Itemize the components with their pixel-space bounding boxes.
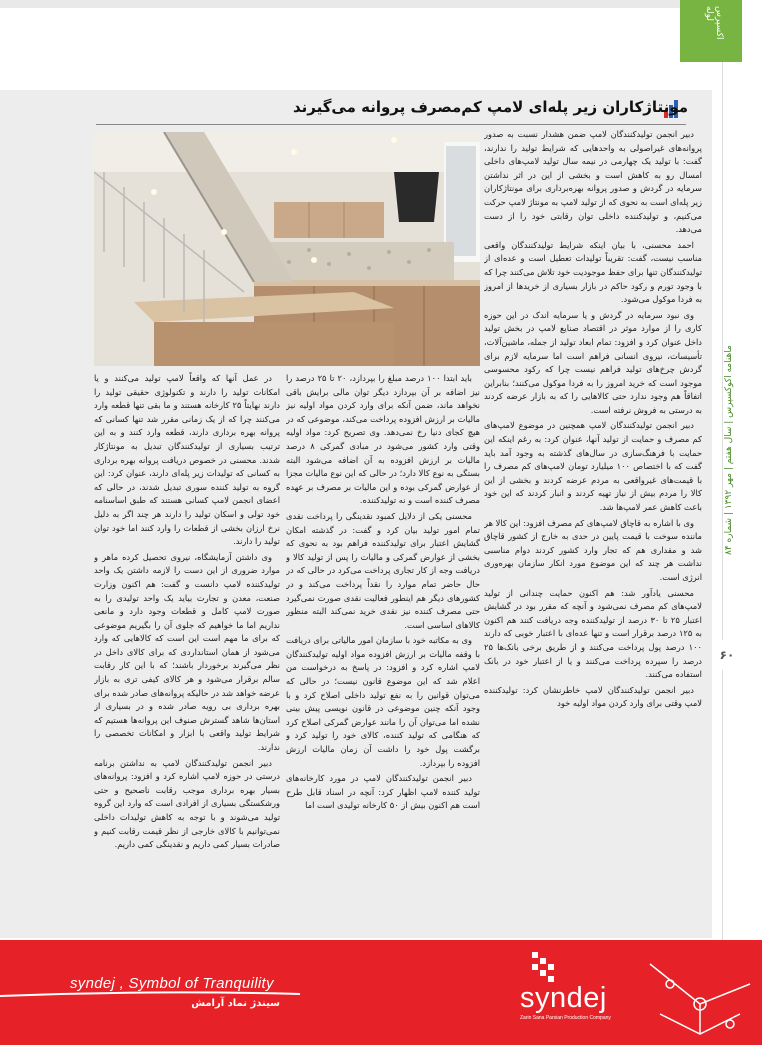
paragraph: محسنی یادآور شد: هم اکنون حمایت چندانی از تولید لامپ‌های کم مصرف نمی‌شود و آنچه که مقرر بود در گشایش اعتبار ۲۵ تا ۳۰ درصد از تولیدکننده وجه دریافت کنند هم اکنون به ۱۲۵ درصد برقرار است و تنها عده‌ای با اعتبار خوبی که دارند ۱۰۰ درصد پول پرداخت می‌کنند و از طریق برخی بانک‌ها ۲۵ درصد را سپرده پرداخت می‌کنند و یا از اعتبار خود در بانک استفاده می‌کنند. bbox=[484, 587, 702, 680]
tagline-english: syndej , Symbol of Tranquility bbox=[70, 975, 274, 992]
paragraph: دبیر انجمن تولیدکنندگان لامپ به نداشتن برنامه درستی در حوزه لامپ اشاره کرد و افزود: پروانه‌های بسیار بهره برداری موجب رقابت ناصحیح و حتی ورشکستگی بسیاری از افرادی است که وارد این گروه تولید می‌شوند و با توجه به کاهش تولیدات داخلی نمی‌توانیم با کالای خارجی از نظر قیمت رقابت کنیم و صادرات بسیار کمی داریم و نقدینگی کمی داریم. bbox=[94, 757, 280, 850]
paragraph: دبیر انجمن تولیدکنندگان لامپ خاطرنشان کرد: تولیدکننده لامپ وقتی برای وارد کردن مواد اولیه خود bbox=[484, 684, 702, 709]
brand-logo-text: syndej bbox=[520, 982, 607, 1014]
paragraph: باید ابتدا ۱۰۰ درصد مبلغ را بپردازد، ۲۰ تا ۲۵ درصد را نیز اضافه بر آن بپردازد دیگر توان مالی برایش باقی نخواهد ماند، ضمن آنکه برای وارد کردن مواد اولیه نیز مالیات بر ارزش افزوده پرداخت می‌کند، موضوعی که در هیچ کجای دنیا رخ نمی‌دهد. وی تصریح کرد: مواد اولیه وقتی وارد کشور می‌شود در مبادی گمرکی ۸ درصد مالیات بر ارزش افزوده به آن اضافه می‌شود البته بستگی به نوع کالا دارد؛ در حالی که این نوع مالیات مجزا از عوارض گمرکی بوده و این مالیات بر مصرف بر عهده مصرف کننده است و نه تولیدکننده. bbox=[286, 373, 480, 506]
article-photo bbox=[94, 132, 480, 366]
paragraph: دبیر انجمن تولیدکنندگان لامپ همچنین در موضوع لامپ‌های کم مصرف و حمایت از تولید آنها، عنوان کرد: به رغم اینکه این حمایت با فرهنگ‌سازی در سال‌های گذشته به وجود آمد باید گفت که با اختصاص ۱۰۰ میلیارد تومان لامپ‌های کم مصرف را با قیمت‌های غیرواقعی به مردم عرضه کردند و بخشی از این کالا را مردم بیش از نیاز تهیه کردند و انبار کردند که این خود باعث کاهش عمر لامپ‌ها شد. bbox=[484, 420, 702, 513]
issue-info: ماهنامه اکوکسپرس | سال هفتم | مهر ۱۳۹۲ | شماره ۸۴ bbox=[724, 345, 734, 555]
tagline-persian: سیندژ نماد آرامش bbox=[191, 998, 280, 1009]
paragraph: دبیر انجمن تولیدکنندگان لامپ ضمن هشدار نسبت به صدور پروانه‌های غیراصولی به واحدهایی که شرایط تولید را ندارند، گفت: با تولید یک چهارمی در نیمه سال تولید لامپ‌های داخلی امسال رو به کاهش است و بخشی از این در اثر نداشتن سرمایه در گردش و صدور پروانه بهره‌برداری برای مونتاژکاران زیر پله‌ای است به نحوی که از تولید لامپ به مونتاژ لامپ حرکت می‌کنیم، و تولیدکننده داخلی توان رقابتی خود را از دست می‌دهد. bbox=[484, 129, 702, 235]
text-column-middle bbox=[286, 372, 480, 932]
paragraph: وی به مکاتبه خود با سازمان امور مالیاتی برای دریافت با وقفه مالیات بر ارزش افزوده مواد اولیه تولیدکنندگان لامپ اشاره کرد و افزود: در پاسخ به درخواست من اعلام شد که این موضوع قانون نیست؛ در حالی که می‌توان قوانین را به نفع تولید داخلی اصلاح کرد و با وجود آنکه چنین موضوعی در قانون نویسی پیش بینی نشده اما می‌توان آن را مانند عوارض گمرکی اصلاح کرد که هنگامی که تولید کننده، کالای خود را تولید کرد و برگشت پول خود را داشت آن زمان مالیات ارزش افزوده را بپردازد. bbox=[286, 635, 480, 768]
paragraph: وی با اشاره به قاچاق لامپ‌های کم مصرف افزود: این کالا هر ماننده سوخت با قیمت پایین در حدی به خارج از کشور قاچاق شد و مقداری هم که تجار وارد کشور کردند دوام مناسبی نداشت هر چند که این موضوع مورد انکار سازمان بهره‌وری انرژی است. bbox=[484, 517, 702, 582]
page-number: ۶۰ bbox=[712, 640, 742, 670]
text-column-right bbox=[484, 128, 702, 932]
top-band bbox=[0, 0, 680, 8]
syndej-logo-icon bbox=[528, 950, 558, 984]
headline-rule bbox=[96, 124, 686, 125]
section-tab-label: اکسپرس لوله bbox=[704, 6, 724, 40]
paragraph: در عمل آنها که واقعاً لامپ تولید می‌کنند و یا امکانات تولید را دارند و تکنولوژی حقیقی تولید را دارند نهایتاً ۲۵ کارخانه هستند و ما بقی تنها قطعه وارد می‌کنند چرا که از یک زمانی مقرر شد تنها کسانی که پروانه بهره برداری دارند، قطعه وارد کنند و به این ترتیب بسیاری از تولیدکنندگان تبدیل به مونتاژکار شدند. محسنی در خصوص دریافت پروانه بهره برداری به کسانی که تولیدات زیر پله‌ای دارند، عنوان کرد: این گروه به تولید کننده سوری تبدیل شدند، در حالی که اعضای انجمن لامپ کسانی هستند که طبق اساسنامه خود تولی و اسکان تولید را دارند هر چند اگر به دلیل نرخ ارزان بخشی از قطعات را وارد کنند اما خود توان تولید را دارند. bbox=[94, 373, 280, 547]
paragraph: محسنی یکی از دلایل کمبود نقدینگی را پرداخت نقدی تمام امور تولید بیان کرد و گفت: در گذشته امکان گشایش اعتبار برای تولیدکننده فراهم بود به نحوی که بخشی از عوارض گمرکی و مالیات را پس از تولید کالا و دریافت وجه از کار تجاری پرداخت می‌کرد در حالی که در حال حاضر تمام موارد را نقداً پرداخت می‌کند و در کشورهای دیگر هم اینطور فعالیت نقدی صورت نمی‌گیرد حتی مصرف کننده نیز نقدی خرید نمی‌کند البته منظور کالاهای اساسی است. bbox=[286, 510, 480, 630]
paragraph: دبیر انجمن تولیدکنندگان لامپ در مورد کارخانه‌های تولید کننده لامپ اظهار کرد: آنچه در اسناد قابل طرح است هم اکنون بیش از ۵۰ کارخانه تولیدی است اما bbox=[286, 773, 480, 811]
text-column-left bbox=[94, 372, 280, 932]
product-drawing-icon bbox=[640, 944, 760, 1044]
paragraph: وی نبود سرمایه در گردش و یا سرمایه اندک در این حوزه کاری را از موارد موثر در اقتصاد صنایع لامپ در بخش تولید داخل عنوان کرد و افزود: تمام ابعاد تولید از جمله، ماشین‌آلات، تأسیسات، نیروی انسانی فراهم است اما سرمایه لازم برای گردش چرخ‌های تولید فراهم نیست چرا که رکود محسوسی موجود است که خرید امروز را به فردا موکول می‌کنند؛ بنابراین اتفاقاً هم وجود ندارد حتی کالاهایی را که به بازار عرضه کردند به درستی به فروش نرفته است. bbox=[484, 309, 702, 415]
paragraph: احمد محسنی، با بیان اینکه شرایط تولیدکنندگان واقعی مناسب نیست، گفت: تقریباً تولیدات تعطیل است و عده‌ای از تولیدکنندگان تنها برای حفظ موجودیت خود تلاش می‌کنند چرا که با وجود تورم و رکود حاکم در بازار بسیاری از خریدها از امروز به فردا موکول می‌شود. bbox=[484, 239, 702, 305]
paragraph: وی داشتن آزمایشگاه، نیروی تحصیل کرده ماهر و موارد ضروری از این دست را لازمه داشتن یک واحد تولیدکننده لامپ دانست و گفت: هم اکنون وزارت صنعت، معدن و تجارت بیاید یک واحد تولیدی را به صورت لامپ کامل و قطعات وجود دارد و مانعی نداریم اما ما خواهیم که جلوی آن را بگیریم موضوعی که برای ما مهم است این است که کالاهایی که وارد می‌شود از همان استانداردی که برای کالای داخل در نظر می‌گیرند برخوردار باشند؛ که با این کار رقابت سالم برقرار می‌شود و هر کالای کیفی تری به بازار عرضه خواهد شد در حالیکه پروانه‌های صادر شده برای بهره برداری بی رویه صادر شده و در بسیاری از استان‌ها شاهد گسترش صنوف این پروانه‌ها هستیم که شرایط تولید واقعی با ابزار و امکانات تخصصی را ندارند. bbox=[94, 551, 280, 753]
kitchen-staircase-illustration bbox=[94, 132, 480, 366]
article-headline: مونتاژکاران زیر پله‌ای لامپ کم‌مصرف پروانه می‌گیرند bbox=[292, 98, 688, 116]
brand-company-name: Zarin Sana Parsian Production Company bbox=[520, 1015, 611, 1021]
section-tab bbox=[680, 0, 742, 62]
